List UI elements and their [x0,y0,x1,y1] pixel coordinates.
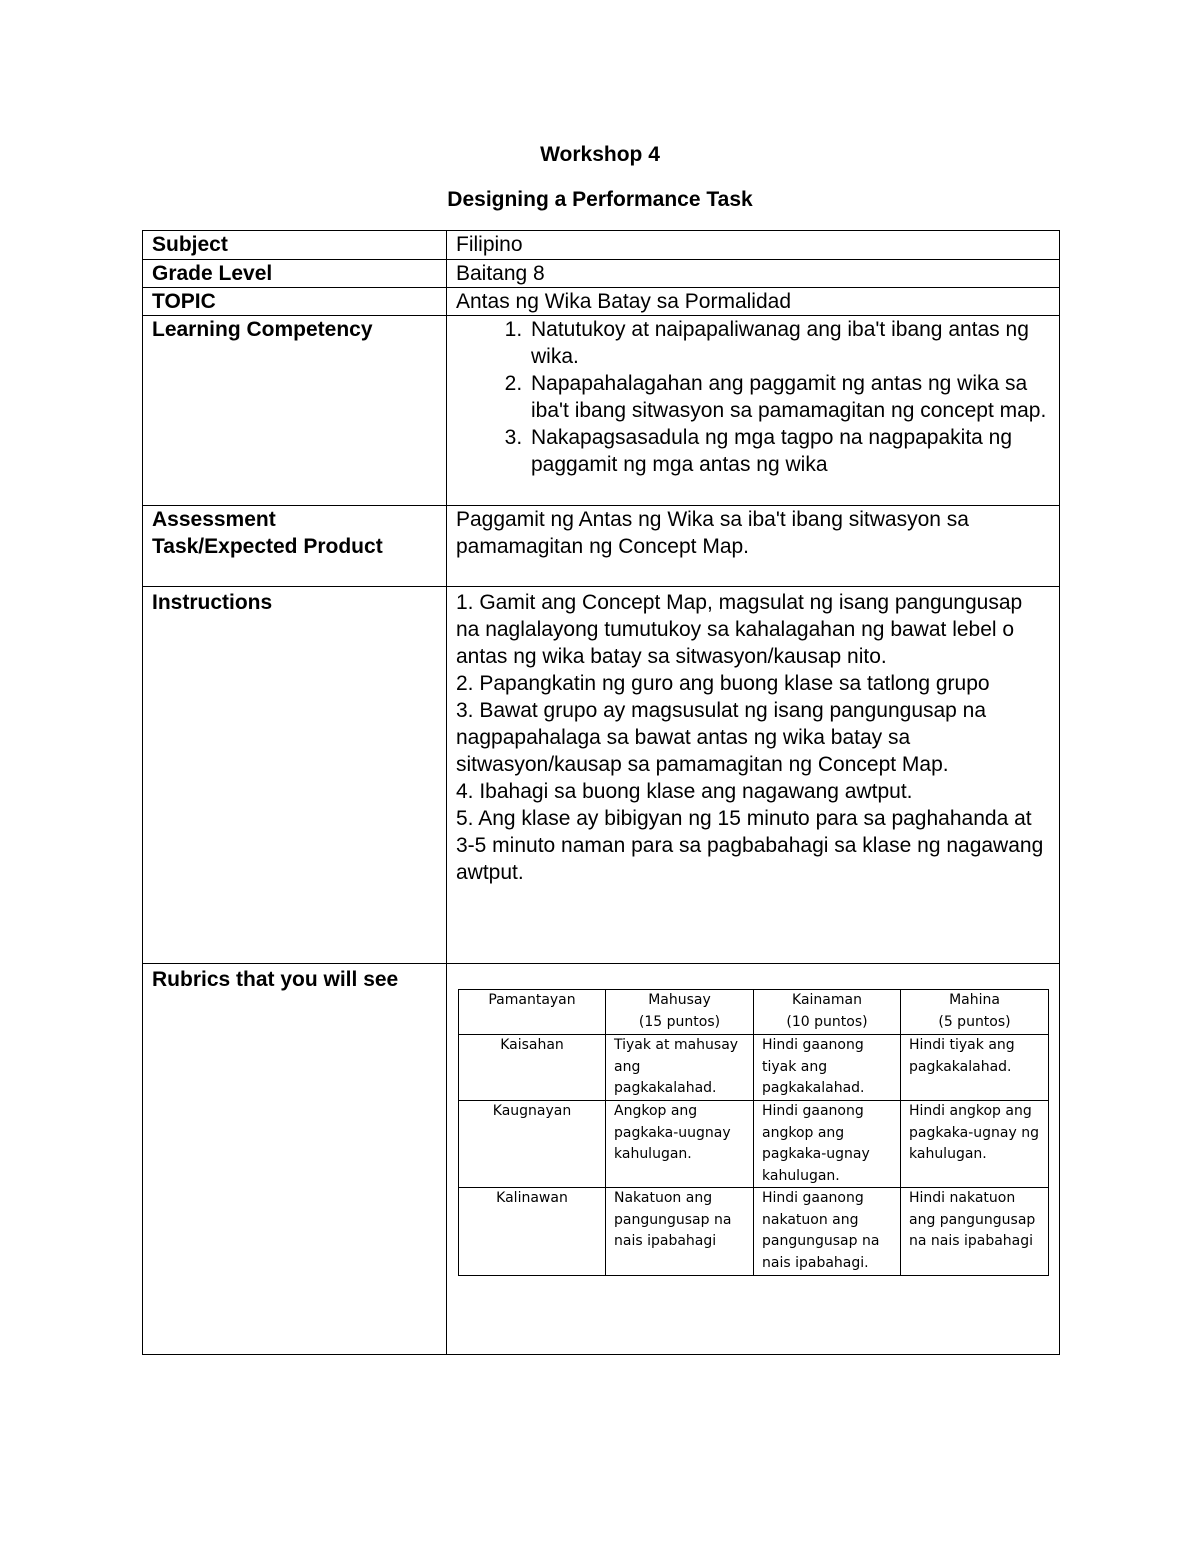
rubric-cell: Nakatuon ang pangungusap na nais ipabahagi [606,1188,754,1276]
rubric-header-points: (5 puntos) [938,1013,1011,1030]
rubrics-row [143,964,1060,1355]
rubric-criterion: Kaisahan [459,1035,606,1101]
competency-item: 2. Napapahalagahan ang paggamit ng antas ng wika sa iba't ibang sitwasyon sa pamamagitan ng concept map. [528,370,1051,424]
rubric-cell: Hindi gaanong tiyak ang pagkakalahad. [754,1035,901,1101]
instructions-value [447,587,1060,964]
competency-item: 3. Nakapagsasadula ng mga tagpo na nagpapakita ng paggamit ng mga antas ng wika [528,424,1051,478]
rubric-criterion: Kaugnayan [459,1101,606,1188]
rubric-cell: Hindi gaanong nakatuon ang pangungusap na nais ipabahagi. [754,1188,901,1276]
assessment-label-line2: Task/Expected Product [152,535,383,558]
rubric-header-name: Mahina [949,992,1000,1008]
rubric-cell: Hindi angkop ang pagkaka-ugnay ng kahulugan. [901,1101,1049,1188]
rubrics-label: Rubrics that you will see [143,964,447,1355]
rubric-header-cell [754,990,901,1035]
subject-value: Filipino [447,231,1060,260]
rubric-cell: Hindi gaanong angkop ang pagkaka-ugnay kahulugan. [754,1101,901,1188]
competency-list [456,316,1051,478]
rubric-cell: Hindi nakatuon ang pangungusap na nais ipabahagi [901,1188,1049,1276]
rubric-cell: Hindi tiyak ang pagkakalahad. [901,1035,1049,1101]
rubric-cell: Angkop ang pagkaka-uugnay kahulugan. [606,1101,754,1188]
rubric-row-kaisahan [459,1035,1049,1101]
performance-task-table [142,230,1060,1355]
rubric-header-points: (15 puntos) [638,1013,721,1030]
rubric-table [458,989,1049,1276]
topic-row [143,288,1060,316]
grade-level-label: Grade Level [143,260,447,288]
learning-competency-label: Learning Competency [143,316,447,506]
rubric-header-points: (10 puntos) [786,1013,868,1030]
document-title: Workshop 4 [540,143,660,166]
document-subtitle: Designing a Performance Task [447,188,753,211]
assessment-row [143,506,1060,587]
instruction-item: 4. Ibahagi sa buong klase ang nagawang awtput. [456,780,913,803]
instructions-label: Instructions [143,587,447,964]
rubric-header-cell [901,990,1049,1035]
assessment-value: Paggamit ng Antas ng Wika sa iba't ibang sitwasyon sa pamamagitan ng Concept Map. [447,506,1060,587]
topic-value: Antas ng Wika Batay sa Pormalidad [447,288,1060,316]
rubric-header-name: Pamantayan [488,992,576,1008]
rubric-header-name: Mahusay [648,992,711,1008]
instructions-row [143,587,1060,964]
subject-row [143,231,1060,260]
rubric-cell: Tiyak at mahusay ang pagkakalahad. [606,1035,754,1101]
rubric-row-kalinawan [459,1188,1049,1276]
instruction-item: 3. Bawat grupo ay magsusulat ng isang pangungusap na nagpapahalaga sa bawat antas ng wika batay sa sitwasyon/kausap sa pamamagitan ng Concept Map. [456,699,987,776]
rubric-row-kaugnayan [459,1101,1049,1188]
rubric-header-cell [606,990,754,1035]
assessment-label-line1: Assessment [152,508,276,531]
rubric-header-name: Kainaman [792,992,862,1008]
rubric-header-cell [459,990,606,1035]
rubric-criterion: Kalinawan [459,1188,606,1276]
instruction-item: 5. Ang klase ay bibigyan ng 15 minuto para sa paghahanda at 3-5 minuto naman para sa pagbabahagi sa klase ng nagawang awtput. [456,807,1044,884]
instruction-item: 1. Gamit ang Concept Map, magsulat ng isang pangungusap na naglalayong tumutukoy sa kahalagahan ng bawat lebel o antas ng wika batay sa sitwasyon/kausap nito. [456,591,1023,668]
learning-competency-value [447,316,1060,506]
assessment-label [143,506,447,587]
instruction-item: 2. Papangkatin ng guro ang buong klase sa tatlong grupo [456,672,990,695]
topic-label: TOPIC [143,288,447,316]
rubrics-value [447,964,1060,1355]
competency-item: 1. Natutukoy at naipapaliwanag ang iba't ibang antas ng wika. [528,316,1051,370]
rubric-header-row [459,990,1049,1035]
subject-label: Subject [143,231,447,260]
grade-level-row [143,260,1060,288]
learning-competency-row [143,316,1060,506]
grade-level-value: Baitang 8 [447,260,1060,288]
